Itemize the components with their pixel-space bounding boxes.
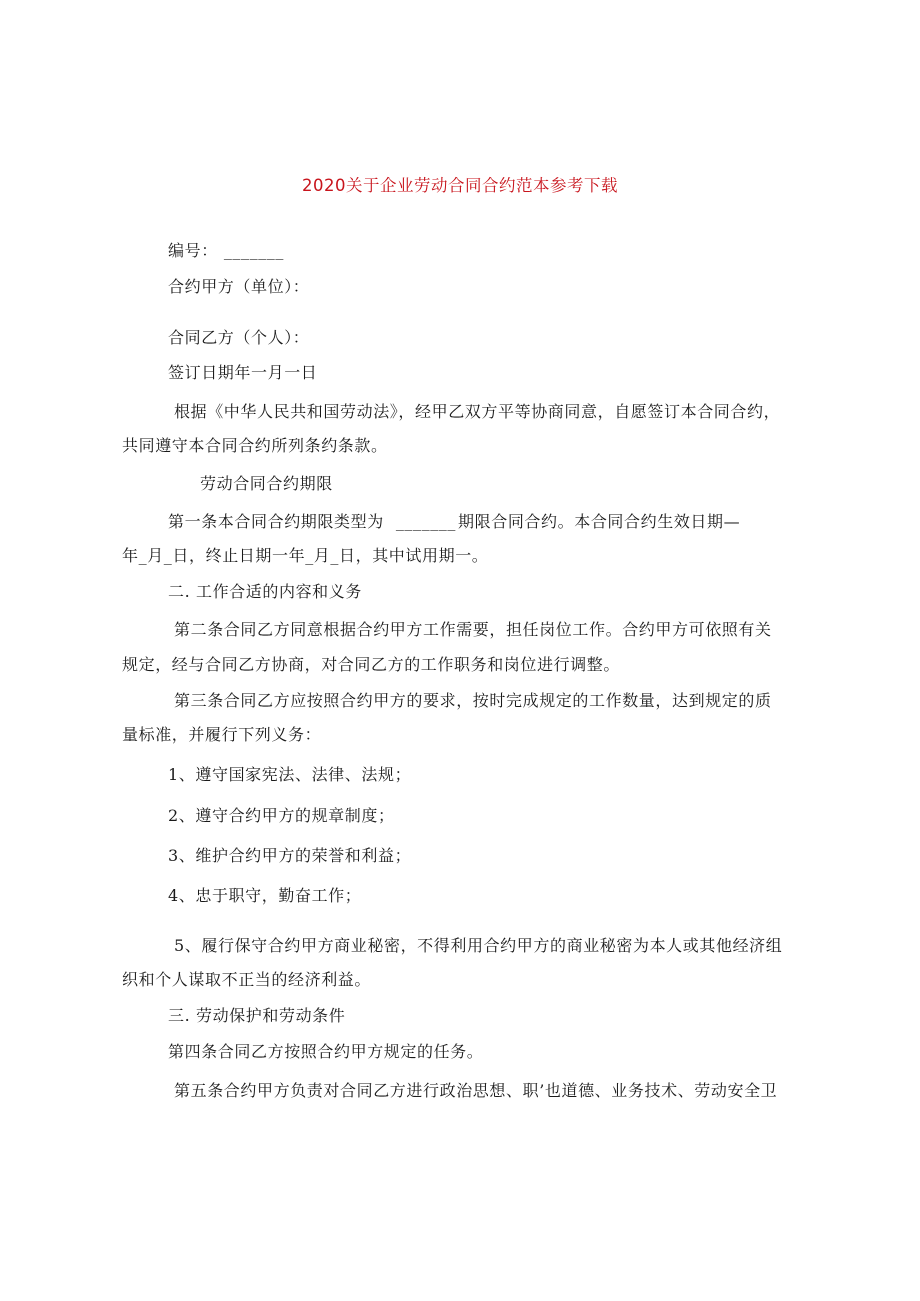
intro-line-2: 共同遵守本合同合约所列条约条款。 (122, 436, 388, 455)
section-2-heading: 二. 工作合适的内容和义务 (168, 582, 362, 601)
article-1-blank: _______ (395, 512, 457, 531)
section-3-heading: 三. 劳动保护和劳动条件 (168, 1006, 346, 1025)
article-2-line-1: 第二条合同乙方同意根据合约甲方工作需要，担任岗位工作。合约甲方可依照有关 (174, 620, 772, 639)
article-4-line: 第四条合同乙方按照合约甲方规定的任务。 (168, 1042, 484, 1061)
duty-item-5-line-1: 5、履行保守合约甲方商业秘密，不得利用合约甲方的商业秘密为本人或其他经济组 (174, 936, 783, 955)
section-1-heading: 劳动合同合约期限 (200, 474, 333, 493)
article-2-line-2: 规定，经与合同乙方协商，对合同乙方的工作职务和岗位进行调整。 (122, 655, 621, 674)
contract-number-label: 编号： (168, 241, 218, 260)
article-3-line-2: 量标准，并履行下列义务： (122, 725, 322, 744)
article-1-line-1 (168, 511, 740, 533)
article-3-line-1: 第三条合同乙方应按照合约甲方的要求，按时完成规定的工作数量，达到规定的质 (174, 691, 772, 710)
intro-line-1: 根据《中华人民共和国劳动法》，经甲乙双方平等协商同意，自愿签订本合同合约， (174, 402, 781, 421)
article-1-line-2: 年_月_日，终止日期一年_月_日，其中试用期一。 (122, 546, 489, 565)
duty-item-4: 4、忠于职守，勤奋工作； (168, 886, 362, 905)
party-b-line: 合同乙方（个人）： (168, 328, 310, 347)
duty-item-2: 2、遵守合约甲方的规章制度； (168, 806, 395, 825)
contract-number-line (168, 240, 284, 262)
duty-item-1: 1、遵守国家宪法、法律、法规； (168, 765, 412, 784)
contract-number-blank: _______ (223, 241, 285, 260)
document-title: 2020关于企业劳动合同合约范本参考下载 (302, 176, 618, 195)
article-1-text-a: 第一条本合同合约期限类型为 (168, 512, 384, 531)
article-1-text-b: 期限合同合约。本合同合约生效日期— (458, 512, 741, 531)
duty-item-3: 3、维护合约甲方的荣誉和利益； (168, 846, 412, 865)
article-5-line-1: 第五条合约甲方负责对合同乙方进行政治思想、职’也道德、业务技术、劳动安全卫 (174, 1081, 778, 1100)
sign-date-line: 签订日期年一月一日 (168, 363, 318, 382)
duty-item-5-line-2: 织和个人谋取不正当的经济利益。 (122, 970, 372, 989)
party-a-line: 合约甲方（单位）： (168, 277, 310, 296)
